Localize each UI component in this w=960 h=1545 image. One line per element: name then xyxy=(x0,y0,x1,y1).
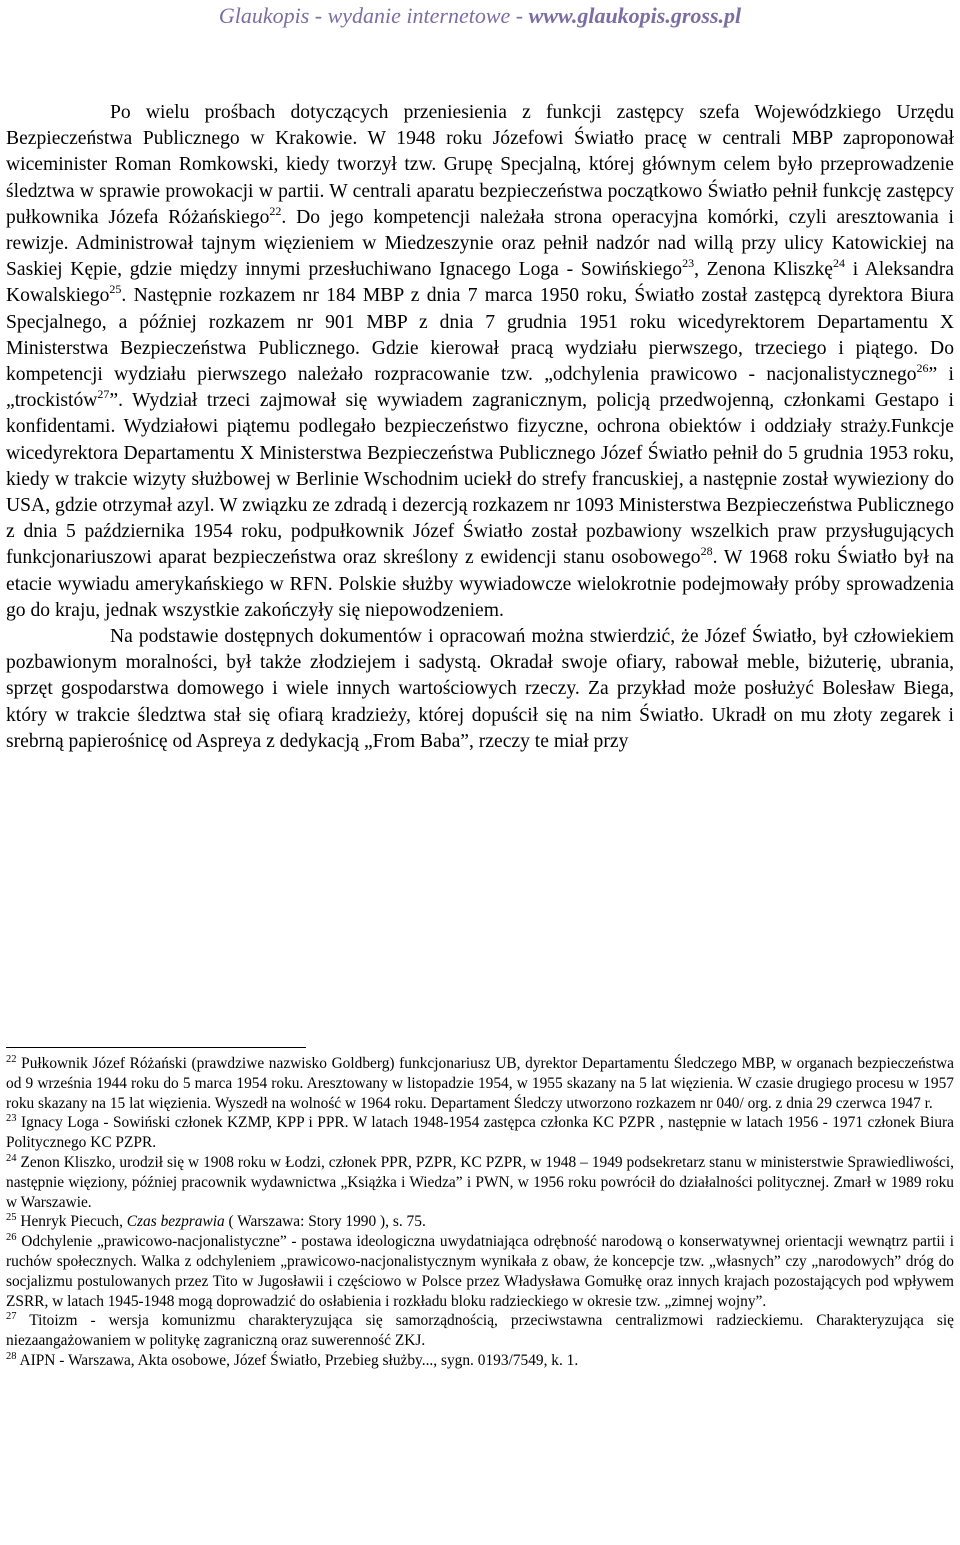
footnote-number: 24 xyxy=(6,1152,17,1164)
footnote-text: AIPN - Warszawa, Akta osobowe, Józef Światło, Przebieg służby..., sygn. 0193/7549, k. 1. xyxy=(16,1351,579,1369)
footnote-text: Odchylenie „prawicowo-nacjonalistyczne” - postawa ideologiczna uwydatniająca odrębność narodową o konserwatywnej orientacji wewnątrz partii i ruchów społecznych. Walka z odchyleniem „prawicowo-nacjonalistycznym wynikała z obaw, że koncepcje tzw. „własnych” czy „narodowych” dróg do socjalizmu postulowanych przez Tito w Jugosławii i częściowo w Polsce przez Władysława Gomułkę oraz innych krajach pozostających pod wpływem ZSRR, w latach 1945-1948 mogą doprowadzić do osłabienia i rozkładu bloku radzieckiego w okresie tzw. „zimnej wojny”. xyxy=(6,1233,954,1310)
footnote-text: Zenon Kliszko, urodził się w 1908 roku w Łodzi, członek PPR, PZPR, KC PZPR, w 1948 – 1949 podsekretarz stanu w ministerstwie Sprawiedliwości, następnie więziony, później pracownik wydawnictwa „Książka i Wiedza” i PWN, w 1956 roku powrócił do działalności politycznej. Zmarł w 1989 roku w Warszawie. xyxy=(6,1153,954,1211)
text-run: . Następnie rozkazem nr 184 MBP z dnia 7 marca 1950 roku, Światło został zastępcą dyrektora Biura Specjalnego, a później rozkazem nr 901 MBP z dnia 7 grudnia 1951 roku wicedyrektorem Departamentu X Ministerstwa Bezpieczeństwa Publicznego. Gdzie kierował pracą wydziału pierwszego, trzeciego i piątego. Do kompetencji wydziału pierwszego należało rozpracowanie tzw. „odchylenia prawicowo - nacjonalistycznego xyxy=(6,285,954,386)
footnote-ref-26: 26 xyxy=(916,361,929,376)
footnote-23 xyxy=(6,1113,954,1153)
text-run: , Zenona Kliszkę xyxy=(694,259,833,281)
footnote-number: 22 xyxy=(6,1054,17,1065)
footnote-ref-27: 27 xyxy=(97,387,110,402)
footnote-ref-25: 25 xyxy=(109,282,122,297)
text-run: . W 1968 roku Światło był na etacie wywiadu amerykańskiego w RFN. Polskie służby wywiadowcze wielokrotnie podejmowały próby sprowadzenia go do kraju, jednak wszystkie zakończyły się niepowodzeniem. xyxy=(6,547,954,621)
header-site-name: Glaukopis xyxy=(218,3,310,28)
footnote-number: 25 xyxy=(6,1212,17,1224)
footnote-text: Pułkownik Józef Różański (prawdziwe nazwisko Goldberg) funkcjonariusz UB, dyrektor Departamentu Śledczego MBP, w organach bezpieczeństwa od 9 września 1944 roku do 5 marca 1954 roku. Aresztowany w listopadzie 1954, w 1955 skazany na 5 lat więzienia. W czasie drugiego procesu w 1957 roku skazany na 15 lat więzienia. Wyszedł na wolność w 1964 roku. Departament Śledczy utworzono rozkazem nr 040/ org. z dnia 29 czerwca 1947 r. xyxy=(6,1055,954,1112)
footnote-28 xyxy=(6,1351,954,1371)
paragraph-2: Na podstawie dostępnych dokumentów i opracowań można stwierdzić, że Józef Światło, był człowiekiem pozbawionym moralności, był także złodziejem i sadystą. Okradał swoje ofiary, rabował meble, biżuterię, ubrania, sprzęt gospodarstwa domowego i wiele innych wartościowych rzeczy. Za przykład może posłużyć Bolesław Biega, który w trakcie śledztwa stał się ofiarą kradzieży, której dopuścił się na nim Światło. Ukradł on mu złoty zegarek i srebrną papierośnicę od Aspreya z dedykacją „From Baba”, rzeczy te miał przy xyxy=(6,626,954,752)
footnote-text: Titoizm - wersja komunizmu charakteryzująca się samorządnością, przeciwstawna centralizmowi radzieckiemu. Charakteryzująca się niezaangażowaniem w politykę zagraniczną oraz suwerenność ZKJ. xyxy=(6,1312,954,1350)
footnote-ref-28: 28 xyxy=(700,544,713,559)
footnote-27 xyxy=(6,1311,954,1351)
text-run: . Do jego kompetencji należała strona operacyjna komórki, czyli aresztowania i rewizje. Administrował tajnym więzieniem w Miedzeszynie oraz pełnił nadzór nad willą przy ulicy Katowickiej na Saskiej Kępie, gdzie między innymi przesłuchiwano Ignacego Loga - Sowińskiego xyxy=(6,206,954,281)
page-header xyxy=(0,2,960,30)
text-run: i Aleksandra Kowalskiego xyxy=(6,259,954,307)
footnote-separator xyxy=(6,1047,306,1048)
text-run: ” i „trockistów xyxy=(6,364,954,412)
footnote-25 xyxy=(6,1212,954,1232)
footnote-ref-23: 23 xyxy=(682,256,695,271)
text-run: Po wielu prośbach dotyczących przeniesienia z funkcji zastępcy szefa Wojewódzkiego Urzędu Bezpieczeństwa Publicznego w Krakowie. W 1948 roku Józefowi Światło pracę w centrali MBP zaproponował wiceminister Roman Romkowski, kiedy tworzył tzw. Grupę Specjalną, której głównym celem było przeprowadzenie śledztwa w sprawie prowokacji w partii. W centrali aparatu bezpieczeństwa początkowo Światło pełnił funkcję zastępcy pułkownika Józefa Różańskiego xyxy=(6,102,954,228)
footnotes xyxy=(6,1054,954,1371)
header-separator: - wydanie internetowe - xyxy=(309,3,529,28)
footnote-number: 23 xyxy=(6,1113,17,1125)
footnote-number: 28 xyxy=(6,1350,17,1362)
footnote-24 xyxy=(6,1153,954,1212)
footnote-ref-22: 22 xyxy=(269,203,282,218)
footnote-22 xyxy=(6,1054,954,1113)
footnote-text: Henryk Piecuch, xyxy=(16,1213,127,1231)
header-url: www.glaukopis.gross.pl xyxy=(528,3,742,28)
footnote-text: Ignacy Loga - Sowiński członek KZMP, KPP i PPR. W latach 1948-1954 zastępca członka KC PZPR , następnie w latach 1956 - 1971 członek Biura Politycznego KC PZPR. xyxy=(6,1114,954,1152)
footnote-number: 27 xyxy=(6,1311,17,1323)
footnote-26 xyxy=(6,1232,954,1311)
footnote-ref-24: 24 xyxy=(832,256,845,271)
footnote-book-title: Czas bezprawia xyxy=(126,1213,225,1231)
footnote-text: ( Warszawa: Story 1990 ), s. 75. xyxy=(224,1213,426,1231)
text-run: ”. Wydział trzeci zajmował się wywiadem zagranicznym, policją przedwojenną, członkami Gestapo i konfidentami. Wydziałowi piątemu podlegało bezpieczeństwo fizyczne, ochrona obiektów i oddziały straży.Funkcje wicedyrektora Departamentu X Ministerstwa Bezpieczeństwa Publicznego Józef Światło pełnił do 5 grudnia 1953 roku, kiedy w trakcie wizyty służbowej w Berlinie Wschodnim uciekł do strefy francuskiej, a następnie został wywieziony do USA, gdzie otrzymał azyl. W związku ze zdradą i dezercją rozkazem nr 1093 Ministerstwa Bezpieczeństwa Publicznego z dnia 5 października 1954 roku, podpułkownik Józef Światło został pozbawiony wszelkich praw przysługujących funkcjonariuszowi aparat bezpieczeństwa oraz skreślony z ewidencji stanu osobowego xyxy=(6,390,954,569)
article-body xyxy=(6,100,954,755)
paragraph-1 xyxy=(6,100,954,624)
footnote-number: 26 xyxy=(6,1232,17,1244)
